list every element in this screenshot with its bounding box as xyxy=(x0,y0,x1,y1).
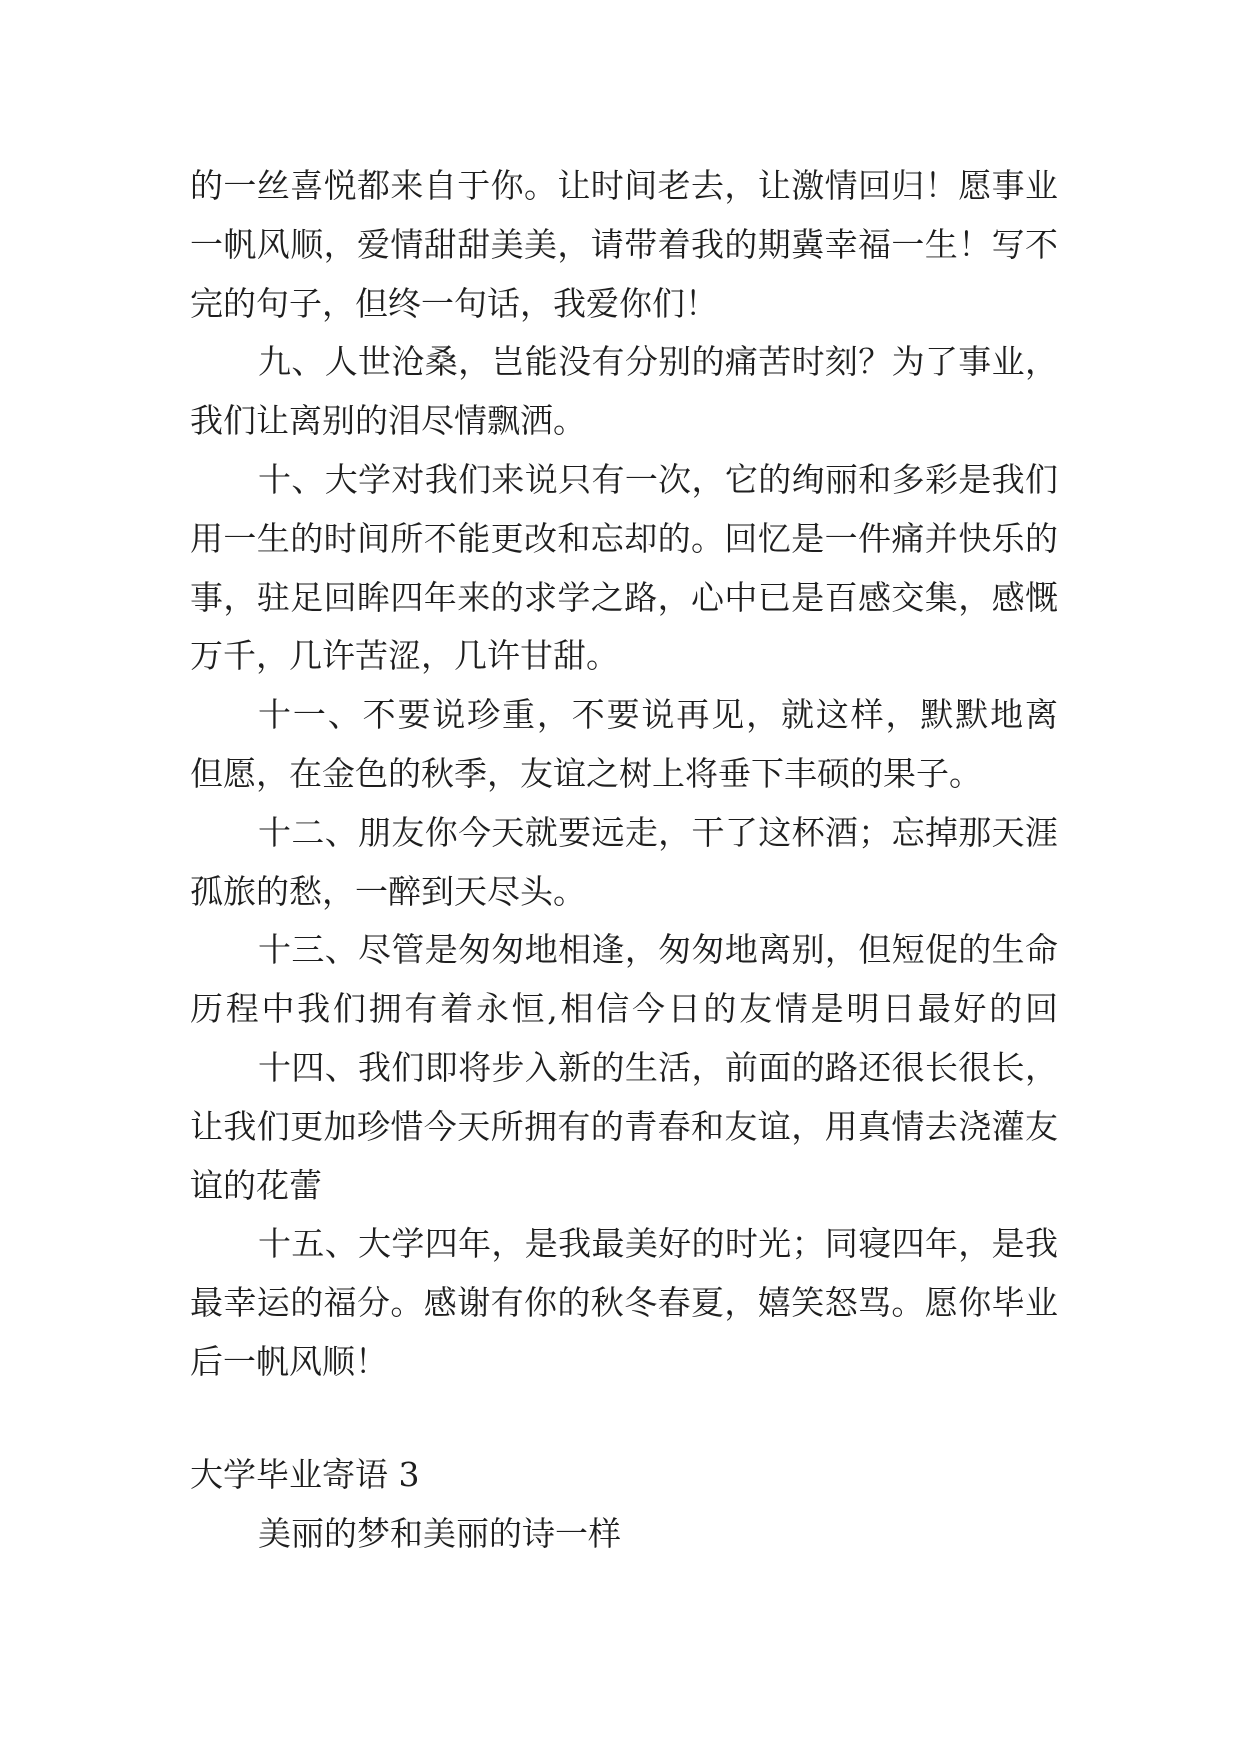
text-line: 的一丝喜悦都来自于你。让时间老去，让激情回归！愿事业 xyxy=(190,166,1058,205)
text-line: 十、大学对我们来说只有一次，它的绚丽和多彩是我们 xyxy=(258,459,1058,499)
paragraph-item-14 xyxy=(190,1039,1058,1215)
text-line: 后一帆风顺！ xyxy=(190,1341,388,1381)
text-line: 谊的花蕾 xyxy=(190,1165,322,1205)
text-line: 用一生的时间所不能更改和忘却的。回忆是一件痛并快乐的 xyxy=(190,518,1058,558)
text-line: 孤旅的愁，一醉到天尽头。 xyxy=(190,871,586,911)
text-line: 十一、不要说珍重，不要说再见，就这样，默默地离 xyxy=(258,695,1058,735)
text-line: 一帆风顺，爱情甜甜美美，请带着我的期冀幸福一生！写不 xyxy=(190,224,1058,264)
document-body xyxy=(190,157,1058,1563)
text-line: 十三、尽管是匆匆地相逢，匆匆地离别，但短促的生命 xyxy=(258,930,1058,970)
text-line: 美丽的梦和美丽的诗一样 xyxy=(258,1513,621,1553)
section-paragraph xyxy=(190,1505,1058,1564)
paragraph-item-11 xyxy=(190,686,1058,804)
text-line: 最幸运的福分。感谢有你的秋冬春夏，嬉笑怒骂。愿你毕业 xyxy=(190,1283,1058,1323)
text-line: 但愿，在金色的秋季，友谊之树上将垂下丰硕的果子。 xyxy=(190,753,982,793)
text-line: 十五、大学四年，是我最美好的时光；同寝四年，是我 xyxy=(258,1224,1058,1264)
text-line: 让我们更加珍惜今天所拥有的青春和友谊，用真情去浇灌友 xyxy=(190,1106,1058,1146)
paragraph-item-10 xyxy=(190,451,1058,686)
section-heading: 大学毕业寄语 3 xyxy=(190,1454,420,1494)
text-line: 我们让离别的泪尽情飘洒。 xyxy=(190,401,586,441)
text-line: 九、人世沧桑，岂能没有分别的痛苦时刻？为了事业， xyxy=(258,342,1058,382)
text-line: 完的句子，但终一句话，我爱你们！ xyxy=(190,283,718,323)
paragraph-item-15 xyxy=(190,1215,1058,1391)
paragraph-item-12 xyxy=(190,804,1058,922)
text-line: 历程中我们拥有着永恒,相信今日的友情是明日最好的回 xyxy=(190,989,1058,1029)
text-line: 十二、朋友你今天就要远走，干了这杯酒；忘掉那天涯 xyxy=(258,812,1058,852)
paragraph-item-9 xyxy=(190,333,1058,451)
text-line: 十四、我们即将步入新的生活，前面的路还很长很长， xyxy=(258,1047,1058,1087)
text-line: 万千，几许苦涩，几许甘甜。 xyxy=(190,636,619,676)
paragraph-continuation xyxy=(190,157,1058,333)
paragraph-item-13 xyxy=(190,921,1058,1039)
text-line: 事，驻足回眸四年来的求学之路，心中已是百感交集，感慨 xyxy=(190,577,1058,617)
